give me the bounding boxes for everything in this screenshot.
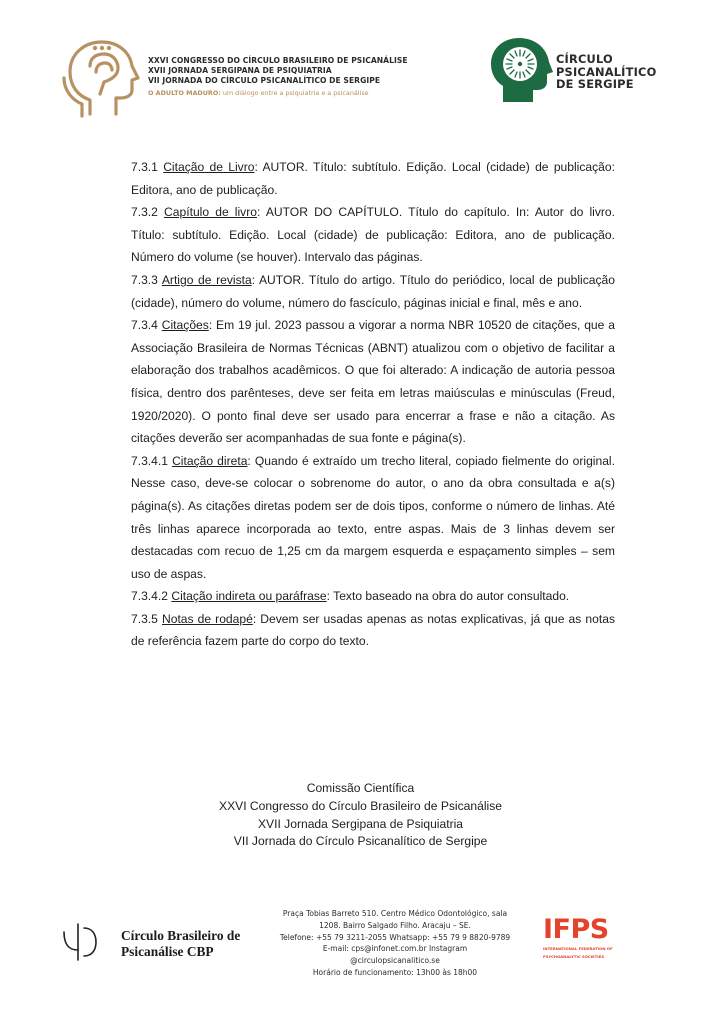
head-profile-burst-icon [489, 36, 553, 104]
rule-number: 7.3.1 [131, 160, 158, 174]
contact-line: @circulopsicanalitico.se [350, 956, 440, 966]
ifps-logo [543, 916, 635, 959]
event-title-line: VII JORNADA DO CÍRCULO PSICANALÍTICO DE SERGIPE [148, 76, 381, 85]
event-theme [148, 89, 388, 97]
two-heads-speech-icon [60, 36, 144, 122]
event-theme-rest: um diálogo entre a psiquiatria e a psicanálise [220, 89, 369, 97]
rule-text: : AUTOR. Título do artigo. Título do periódico, local de publicação (cidade), número do volume, número do fascículo, páginas inicial e final, mês e ano. [131, 272, 615, 310]
rule-item [131, 450, 615, 586]
contact-line: Praça Tobias Barreto 510. Centro Médico Odontológico, sala [282, 909, 508, 918]
rule-number: 7.3.4.2 [131, 589, 168, 604]
contact-line: 1208. Bairro Salgado Filho. Aracaju – SE. [319, 920, 471, 930]
event-title-line: XXVI CONGRESSO DO CÍRCULO BRASILEIRO DE PSICANÁLISE [148, 56, 408, 65]
rule-label: Notas de rodapé [161, 611, 253, 626]
rule-item [131, 269, 615, 314]
signature-line: VII Jornada do Círculo Psicanalítico de Sergipe [233, 834, 488, 849]
event-title-line: XVII JORNADA SERGIPANA DE PSIQUIATRIA [148, 66, 332, 75]
rule-number: 7.3.5 [131, 611, 158, 626]
org-name-line: CÍRCULO [556, 52, 613, 66]
rule-number: 7.3.3 [131, 272, 158, 287]
rule-text: : Quando é extraído um trecho literal, copiado fielmente do original. Nesse caso, deve-se colocar o sobrenome do autor, o ano da obra consultada e a(s) página(s). As citações diretas podem ser de dois tipos, conforme o número de linhas. Até três linhas aparece incorporada ao texto, entre aspas. Mais de 3 linhas devem ser destacadas com recuo de 1,25 cm da margem esquerda e espaçamento simples – sem uso de aspas. [131, 453, 615, 581]
signature-line: Comissão Científica [306, 781, 415, 795]
org-name-block [556, 53, 656, 91]
cbp-name-line: Psicanálise CBP [121, 943, 214, 959]
contact-line: E-mail: cps@infonet.com.br Instagram [322, 944, 468, 954]
rule-item [131, 585, 615, 608]
contact-block [272, 908, 518, 979]
rule-label: Citação de Livro [163, 160, 255, 174]
rule-label: Citação indireta ou paráfrase [171, 589, 327, 604]
contact-line: Telefone: +55 79 3211-2055 Whatsapp: +55 79 9 8820-9789 [279, 932, 511, 942]
signature-line: XVII Jornada Sergipana de Psiquiatria [257, 816, 464, 831]
org-name-line: PSICANALÍTICO [556, 64, 657, 79]
psi-symbol-icon [60, 922, 102, 962]
rule-text: : AUTOR. Título: subtítulo. Edição. Local (cidade) de publicação: Editora, ano de publicação. [131, 160, 615, 197]
rule-number: 7.3.2 [131, 205, 158, 220]
rule-item [131, 314, 615, 450]
rule-text: : AUTOR DO CAPÍTULO. Título do capítulo. In: Autor do livro. Título: subtítulo. Edição. Local (cidade) de publicação: Editora, ano de publicação. Número do volume (se houver). Intervalo das páginas. [131, 205, 615, 265]
reference-rules-section [131, 156, 615, 653]
rule-label: Citação direta [172, 453, 248, 468]
org-name-line: DE SERGIPE [556, 77, 634, 91]
event-theme-bold: O ADULTO MADURO: [148, 89, 221, 97]
rule-number: 7.3.4.1 [131, 453, 168, 468]
rule-label: Citações [161, 318, 209, 333]
ifps-wordmark: IFPS [543, 914, 609, 945]
ifps-subtitle: PSYCHOANALYTIC SOCIETIES [543, 953, 605, 959]
event-title-block [148, 56, 408, 97]
rule-text: : Texto baseado na obra do autor consultado. [326, 589, 570, 604]
rule-text: : Em 19 jul. 2023 passou a vigorar a norma NBR 10520 de citações, que a Associação Brasileira de Normas Técnicas (ABNT) atualizou com o objetivo de facilitar a elaboração dos trabalhos acadêmicos. O que foi alterado: A indicação de autoria pessoa física, dentro dos parênteses, deve ser feita em letras maiúsculas e minúsculas (Freud, 1920/2020). O ponto final deve ser usado para encerrar a frase e não a citação. As citações deverão ser acompanhadas de sua fonte e página(s). [131, 318, 615, 446]
rule-item [131, 201, 615, 269]
contact-line: Horário de funcionamento: 13h00 às 18h00 [312, 967, 478, 977]
cbp-name-line: Círculo Brasileiro de [121, 928, 241, 943]
rule-text: : Devem ser usadas apenas as notas explicativas, já que as notas de referência fazem parte do corpo do texto. [131, 611, 615, 649]
rule-item [131, 156, 615, 201]
signature-line: XXVI Congresso do Círculo Brasileiro de Psicanálise [219, 798, 502, 813]
signature-block [131, 780, 590, 851]
rule-number: 7.3.4 [131, 318, 158, 333]
rule-label: Artigo de revista [161, 272, 252, 287]
ifps-subtitle: INTERNATIONAL FEDERATION OF [543, 946, 613, 951]
cbp-name-block [121, 928, 240, 959]
rule-label: Capítulo de livro [164, 205, 257, 220]
rule-item [131, 608, 615, 653]
